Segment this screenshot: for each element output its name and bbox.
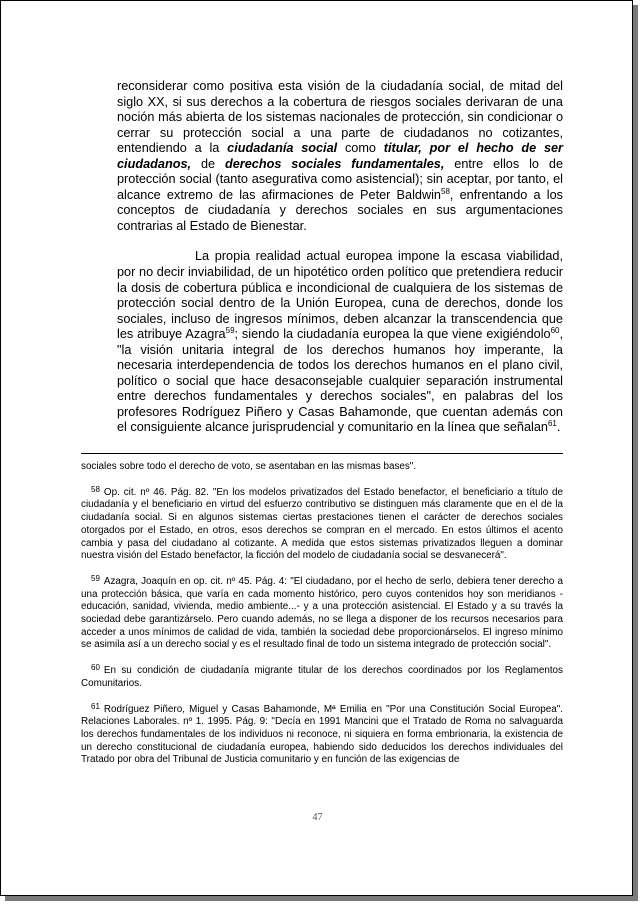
footnote-61 — [81, 701, 563, 768]
paragraph-text: ; siendo la ciudadanía europea la que viene exigiéndolo — [234, 327, 551, 342]
page-number: 47 — [312, 812, 323, 823]
footnote-ref-58[interactable]: 58 — [441, 186, 450, 196]
footnote-number: 58 — [91, 484, 100, 494]
footnote-ref-60[interactable]: 60 — [550, 326, 560, 336]
paragraph-text: reconsiderar como positiva esta visión de la ciudadanía social, de mitad del siglo XX, si sus derechos a la cobertura de riesgos sociales derivaran de una noción más abierta de los sistemas nacionales de protección, sin condicionar o cerrar su protección social a una parte de ciudadanos no cotizantes, entendiendo a la — [117, 79, 563, 156]
footnote-number: 60 — [91, 663, 100, 673]
footnote-60 — [81, 665, 563, 690]
paragraph-text: La propia realidad actual europea impone la escasa viabilidad, por no decir inviabilidad, de un hipotético orden político que pretendiera reducir la dosis de cobertura pública e incondicional de cualquiera de los sistemas de protección social dentro de la Unión Europea, cuna de derechos, donde los sociales, incluso de ingresos mínimos, deben alcanzar la transcendencia que les atribuye Azagra — [117, 249, 563, 342]
footnote-ref-61[interactable]: 61 — [547, 419, 557, 429]
body-text — [117, 79, 563, 436]
footnote-continuation: sociales sobre todo el derecho de voto, se asentaban en las mismas bases". — [81, 461, 417, 472]
paragraph-text: , "la visión unitaria integral de los derechos humanos hoy imperante, la necesaria interdependencia de todos los derechos humanos en el plano civil, político o social que hace desaconsejable cualquier separación instrumental entre derechos fundamentales y derechos sociales", en palabras del los profesores Rodríguez Piñero y Casas Bahamonde, que cuentan además con el consiguiente alcance jurisprudencial y comunitario en la línea que señalan — [117, 327, 564, 435]
paragraph-text: como — [337, 141, 384, 156]
emphasis-text: derechos sociales fundamentales, — [224, 156, 445, 171]
paragraph-1 — [117, 79, 563, 234]
footnote-number: 59 — [91, 573, 100, 583]
paragraph-2 — [117, 249, 563, 436]
emphasis-text: titular, por el hecho de ser ciudadanos, — [117, 141, 563, 171]
emphasis-text: ciudadanía social — [227, 141, 338, 156]
footnotes — [81, 461, 563, 767]
paragraph-text: entre ellos lo de protección social (tanto asegurativa como asistencial); sin aceptar, por tanto, el alcance extremo de las afirmaciones de Peter Baldwin — [117, 156, 563, 202]
paragraph-text: de — [191, 156, 225, 171]
footnote-text: En su condición de ciudadanía migrante titular de los derechos coordinados por los Reglamentos Comunitarios. — [81, 665, 563, 689]
footnote-separator — [81, 453, 563, 454]
footnote-ref-59[interactable]: 59 — [225, 326, 235, 336]
footnote-number: 61 — [91, 701, 100, 711]
footnote-58 — [81, 484, 563, 563]
footnote-text: Azagra, Joaquín en op. cit. nº 45. Pág. 4: "El ciudadano, por el hecho de serlo, debiera tener derecho a una protección básica, que varía en cada momento histórico, pero cuyos contenidos hoy son meridianos -educación, sanidad, vivienda, medio ambiente...- y a una protección asistencial. El Estado y a su través la sociedad debe garantizárselo. Pero cuando además, no se llega a disponer de los recursos necesarios para acceder a unos mínimos de calidad de vida, también la sociedad debe proporcionárselos. El ingreso mínimo se asimila así a un derecho social y es el resultado final de todo un sistema integrado de protección social". — [81, 575, 563, 651]
footnote-text: Rodríguez Piñero, Miguel y Casas Bahamonde, Mª Emilia en "Por una Constitución Social Europea". Relaciones Laborales. nº 1. 1995. Pág. 9: "Decía en 1991 Mancini que el Tratado de Roma no salvaguarda los derechos fundamentales de los individuos ni reconoce, ni siquiera en forma embrionaria, la existencia de un derecho constitucional de ciudadanía europea, habiendo sido deducidos los derechos individuales del Tratado por obra del Tribunal de Justicia comunitario y en función de las exigencias de — [81, 703, 563, 766]
paragraph-text: , enfrentando a los conceptos de ciudadanía y derechos sociales en sus argumentaciones contrarias al Estado de Bienestar. — [117, 187, 563, 233]
footnote-text: Op. cit. nº 46. Pág. 82. "En los modelos privatizados del Estado benefactor, el beneficiario a título de ciudadanía y el beneficiario en virtud del esfuerzo contributivo se distinguen más claramente que en el de la ciudadanía social. Si en algunos sistemas ciertas prestaciones tienen el carácter de derechos sociales otorgados por el Estado, en otros, esos derechos se compran en el mercado. En estos últimos el acento cambia y pasa del ciudadano al cotizante. A medida que estos sistemas privatizados lleguen a dominar nuestra visión del Estado benefactor, la ficción del modelo de ciudadanía social se desvanecerá". — [81, 486, 563, 562]
footnote-59 — [81, 573, 563, 652]
paragraph-text: . — [556, 420, 561, 435]
